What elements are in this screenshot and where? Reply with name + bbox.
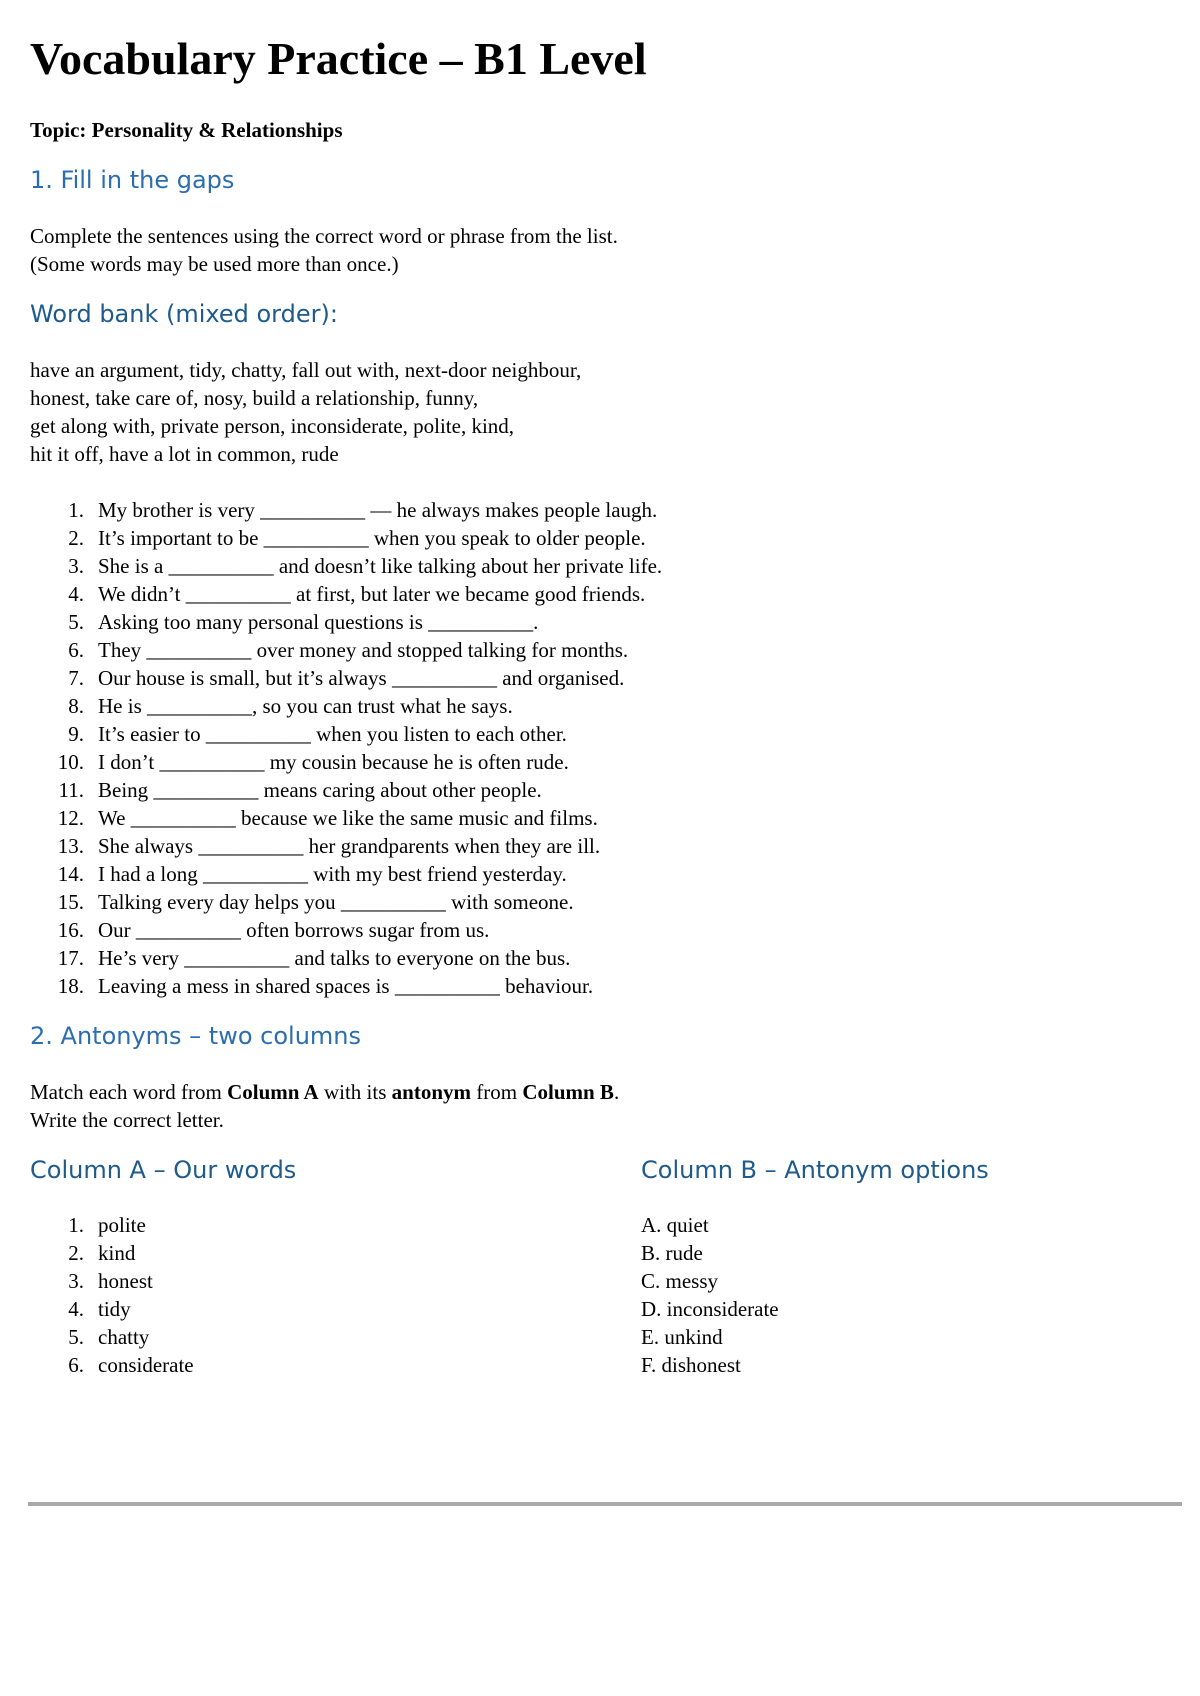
section-2-heading: 2. Antonyms – two columns: [30, 1021, 362, 1050]
word-bank-line: honest, take care of, nosy, build a relationship, funny,: [30, 385, 479, 410]
sentence-text: We __________ because we like the same music and films.: [98, 805, 598, 830]
item-number: 5.: [68, 1325, 84, 1350]
gap-fill-list: [30, 496, 1180, 1000]
word-bank-line: get along with, private person, inconsiderate, polite, kind,: [30, 413, 515, 438]
sentence-text: She always __________ her grandparents when they are ill.: [98, 833, 601, 858]
list-item: [641, 1267, 1141, 1295]
word-bank-line: have an argument, tidy, chatty, fall out with, next-door neighbour,: [30, 357, 582, 382]
item-number: 5.: [68, 609, 84, 634]
section-1-instructions: [30, 222, 1180, 278]
sentence-text: We didn’t __________ at first, but later we became good friends.: [98, 581, 646, 606]
item-number: 14.: [57, 861, 84, 886]
item-number: 16.: [57, 917, 84, 942]
sentence-text: They __________ over money and stopped talking for months.: [98, 637, 629, 662]
list-item: [641, 1239, 1141, 1267]
list-item: [641, 1351, 1141, 1379]
word-bank-line: hit it off, have a lot in common, rude: [30, 441, 339, 466]
item-number: 9.: [68, 721, 84, 746]
item-number: 2.: [68, 1241, 84, 1266]
list-item: [30, 888, 1180, 916]
list-item: [30, 524, 1180, 552]
instruction-emphasis: antonym: [391, 1079, 471, 1104]
instruction-line: (Some words may be used more than once.): [30, 251, 399, 276]
sentence-text: He’s very __________ and talks to everyone on the bus.: [98, 945, 571, 970]
list-item: [30, 860, 1180, 888]
sentence-text: He is __________, so you can trust what he says.: [98, 693, 513, 718]
option-letter: C.: [641, 1269, 661, 1294]
list-item: [30, 1211, 590, 1239]
word: unkind: [664, 1325, 723, 1350]
list-item: [30, 608, 1180, 636]
item-number: 18.: [57, 973, 84, 998]
list-item: [30, 1267, 590, 1295]
option-letter: A.: [641, 1213, 662, 1238]
list-item: [30, 1239, 590, 1267]
list-item: [30, 944, 1180, 972]
column-b-heading: Column B – Antonym options: [641, 1155, 989, 1184]
item-number: 11.: [58, 777, 84, 802]
sentence-text: It’s easier to __________ when you listen to each other.: [98, 721, 567, 746]
list-item: [30, 636, 1180, 664]
item-number: 6.: [68, 1353, 84, 1378]
section-1-heading: 1. Fill in the gaps: [30, 166, 235, 195]
list-item: [30, 692, 1180, 720]
instruction-line: Complete the sentences using the correct word or phrase from the list.: [30, 223, 618, 248]
list-item: [30, 972, 1180, 1000]
word: quiet: [666, 1213, 709, 1238]
list-item: [30, 496, 1180, 524]
instruction-text: with its: [318, 1079, 392, 1104]
column-a: [30, 1156, 590, 1380]
instruction-line: Write the correct letter.: [30, 1107, 224, 1132]
list-item: [30, 664, 1180, 692]
word: tidy: [98, 1297, 131, 1322]
column-a-list: [30, 1211, 590, 1379]
sentence-text: It’s important to be __________ when you speak to older people.: [98, 525, 646, 550]
item-number: 7.: [68, 665, 84, 690]
list-item: [30, 832, 1180, 860]
sentence-text: My brother is very __________ — he always makes people laugh.: [98, 497, 658, 522]
item-number: 3.: [68, 553, 84, 578]
section-2-instructions: [30, 1078, 1180, 1134]
list-item: [30, 1351, 590, 1379]
item-number: 10.: [57, 749, 84, 774]
word: considerate: [98, 1353, 194, 1378]
word-bank-heading: Word bank (mixed order):: [30, 299, 338, 328]
word: inconsiderate: [666, 1297, 779, 1322]
list-item: [30, 580, 1180, 608]
word: honest: [98, 1269, 153, 1294]
list-item: [30, 776, 1180, 804]
item-number: 1.: [68, 497, 84, 522]
word: dishonest: [661, 1353, 741, 1378]
item-number: 2.: [68, 525, 84, 550]
list-item: [30, 804, 1180, 832]
sentence-text: Our __________ often borrows sugar from us.: [98, 917, 490, 942]
option-letter: D.: [641, 1297, 662, 1322]
instruction-emphasis: Column B: [522, 1079, 614, 1104]
list-item: [30, 1295, 590, 1323]
topic-line: Topic: Personality & Relationships: [30, 118, 343, 142]
word: rude: [665, 1241, 703, 1266]
word: messy: [665, 1269, 719, 1294]
item-number: 4.: [68, 1297, 84, 1322]
list-item: [30, 748, 1180, 776]
sentence-text: Being __________ means caring about other people.: [98, 777, 542, 802]
sentence-text: She is a __________ and doesn’t like talking about her private life.: [98, 553, 663, 578]
option-letter: E.: [641, 1325, 660, 1350]
item-number: 1.: [68, 1213, 84, 1238]
column-a-heading: Column A – Our words: [30, 1155, 297, 1184]
sentence-text: I don’t __________ my cousin because he is often rude.: [98, 749, 569, 774]
item-number: 15.: [57, 889, 84, 914]
item-number: 13.: [57, 833, 84, 858]
column-b-list: [641, 1211, 1141, 1379]
worksheet-page: [30, 0, 1180, 1376]
list-item: [641, 1211, 1141, 1239]
list-item: [30, 916, 1180, 944]
option-letter: F.: [641, 1353, 657, 1378]
sentence-text: Talking every day helps you __________ with someone.: [98, 889, 574, 914]
item-number: 4.: [68, 581, 84, 606]
instruction-text: .: [613, 1079, 620, 1104]
word: chatty: [98, 1325, 150, 1350]
list-item: [30, 720, 1180, 748]
list-item: [30, 552, 1180, 580]
item-number: 3.: [68, 1269, 84, 1294]
item-number: 6.: [68, 637, 84, 662]
list-item: [641, 1323, 1141, 1351]
word-bank: [30, 356, 1180, 468]
item-number: 12.: [57, 805, 84, 830]
word: kind: [98, 1241, 136, 1266]
instruction-line: [30, 1078, 1180, 1106]
divider: [28, 1502, 1182, 1506]
word: polite: [98, 1213, 146, 1238]
item-number: 17.: [57, 945, 84, 970]
instruction-text: from: [471, 1079, 523, 1104]
sentence-text: Leaving a mess in shared spaces is __________ behaviour.: [98, 973, 594, 998]
sentence-text: Asking too many personal questions is __________.: [98, 609, 539, 634]
list-item: [641, 1295, 1141, 1323]
instruction-emphasis: Column A: [227, 1079, 319, 1104]
option-letter: B.: [641, 1241, 661, 1266]
item-number: 8.: [68, 693, 84, 718]
column-b: [641, 1156, 1141, 1380]
page-title: Vocabulary Practice – B1 Level: [30, 33, 647, 84]
instruction-text: Match each word from: [30, 1079, 228, 1104]
sentence-text: Our house is small, but it’s always __________ and organised.: [98, 665, 625, 690]
antonym-columns: [30, 1156, 1180, 1376]
sentence-text: I had a long __________ with my best friend yesterday.: [98, 861, 567, 886]
list-item: [30, 1323, 590, 1351]
